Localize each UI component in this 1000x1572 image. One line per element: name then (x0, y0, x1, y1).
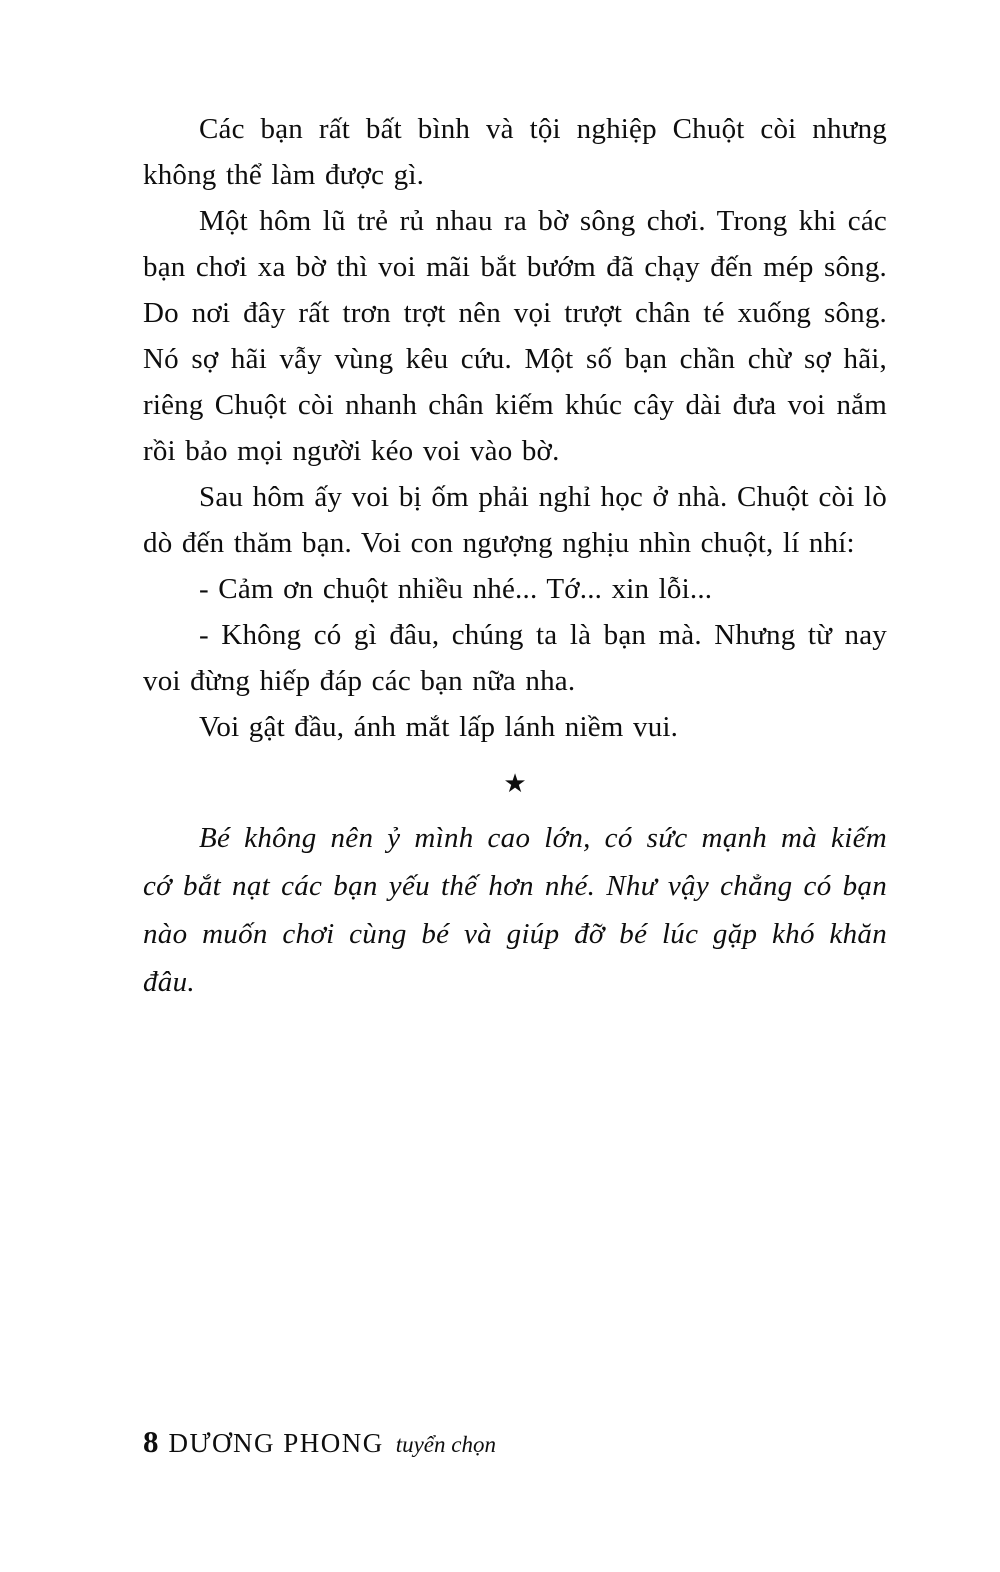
dialogue-line: - Cảm ơn chuột nhiều nhé... Tớ... xin lỗi... (199, 573, 713, 605)
dialogue-line: - Không có gì đâu, chúng ta là bạn mà. Nhưng từ nay voi đừng hiếp đáp các bạn nữa nha. (143, 619, 887, 697)
story-paragraph: Các bạn rất bất bình và tội nghiệp Chuột còi nhưng không thể làm được gì. (143, 113, 887, 191)
story-paragraph: Sau hôm ấy voi bị ốm phải nghỉ học ở nhà. Chuột còi lò dò đến thăm bạn. Voi con ngượng nghịu nhìn chuột, lí nhí: (143, 481, 887, 559)
footer-note: tuyển chọn (395, 1432, 496, 1457)
story-paragraph: Một hôm lũ trẻ rủ nhau ra bờ sông chơi. Trong khi các bạn chơi xa bờ thì voi mãi bắt bướm đã chạy đến mép sông. Do nơi đây rất trơn trợt nên vọi trượt chân té xuống sông. Nó sợ hãi vẫy vùng kêu cứu. Một số bạn chần chừ sợ hãi, riêng Chuột còi nhanh chân kiếm khúc cây dài đưa voi nắm rồi bảo mọi người kéo voi vào bờ. (143, 205, 887, 467)
page-number: 8 (143, 1424, 159, 1459)
page-footer (143, 1424, 887, 1460)
star-separator: ★ (503, 769, 527, 798)
publisher-name: DƯƠNG PHONG (168, 1428, 384, 1458)
story-paragraph: Voi gật đầu, ánh mắt lấp lánh niềm vui. (199, 711, 679, 743)
moral-paragraph: Bé không nên ỷ mình cao lớn, có sức mạnh mà kiếm cớ bắt nạt các bạn yếu thế hơn nhé. Như vậy chẳng có bạn nào muốn chơi cùng bé và giúp đỡ bé lúc gặp khó khăn đâu. (143, 822, 887, 998)
story-text-block (143, 106, 887, 1006)
